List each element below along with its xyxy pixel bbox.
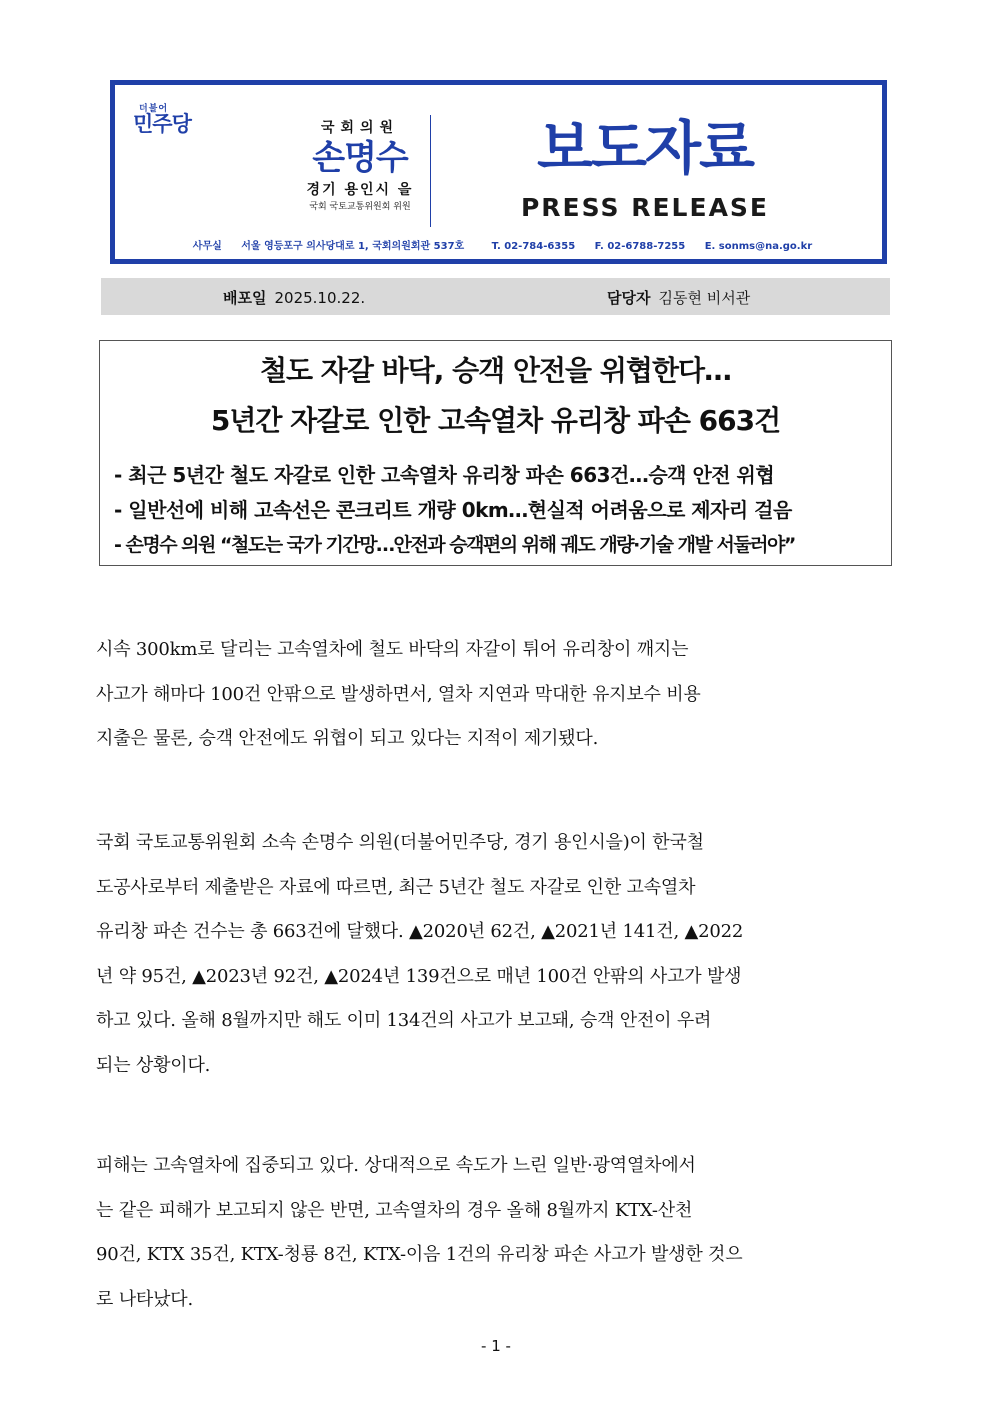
- member-district: 경기 용인시 을: [306, 182, 414, 198]
- release-date: [223, 287, 365, 308]
- release-contact-value: 김동현 비서관: [658, 289, 751, 307]
- press-release-subtitle: PRESS RELEASE: [520, 193, 769, 222]
- member-name: 손명수: [312, 138, 408, 178]
- office-address-text: 서울 영등포구 의사당대로 1, 국회의원회관 537호: [241, 241, 465, 252]
- headline-bullet: - 최근 5년간 철도 자갈로 인한 고속열차 유리창 파손 663건…승객 안전 위협: [114, 463, 775, 487]
- member-info: [275, 121, 445, 212]
- body-line: 90건, KTX 35건, KTX-청룡 8건, KTX-이음 1건의 유리창 파손 사고가 발생한 것으: [96, 1244, 743, 1265]
- body-line: 시속 300km로 달리는 고속열차에 철도 바닥의 자갈이 튀어 유리창이 깨지는: [96, 639, 689, 660]
- page-number: - 1 -: [481, 1337, 511, 1355]
- press-release-title: 보도자료: [536, 114, 754, 182]
- office-address: [185, 241, 472, 252]
- banner-divider: [430, 115, 431, 227]
- body-line: 하고 있다. 올해 8월까지만 해도 이미 134건의 사고가 보고돼, 승객 안전이 우려: [96, 1010, 712, 1031]
- body-line: 국회 국토교통위원회 소속 손명수 의원(더불어민주당, 경기 용인시을)이 한국철: [96, 832, 704, 853]
- office-label: 사무실: [192, 241, 222, 252]
- office-email: E. sonms@na.go.kr: [704, 241, 813, 252]
- press-release-banner: [110, 80, 887, 264]
- party-logo: [133, 105, 191, 135]
- body-line: 년 약 95건, ▲2023년 92건, ▲2024년 139건으로 매년 100건 안팎의 사고가 발생: [96, 965, 742, 987]
- office-contact: [115, 237, 882, 252]
- body-paragraph-2: [96, 821, 896, 1088]
- release-contact: [607, 287, 750, 308]
- headline-bullet: - 일반선에 비해 고속선은 콘크리트 개량 0km…현실적 어려움으로 제자리 걸음: [114, 498, 792, 522]
- office-fax: F. 02-6788-7255: [594, 241, 686, 252]
- release-info-bar: [101, 278, 890, 315]
- body-paragraph-1: [96, 628, 896, 762]
- body-line: 로 나타났다.: [96, 1288, 193, 1310]
- headline-box: [99, 340, 892, 566]
- headline-title: 철도 자갈 바닥, 승객 안전을 위협한다…: [259, 354, 732, 387]
- release-contact-label: 담당자: [607, 289, 651, 307]
- headline-bullet: - 손명수 의원 “철도는 국가 기간망…안전과 승객편의 위해 궤도 개량·기술 개발 서둘러야”: [114, 534, 795, 556]
- body-line: 지출은 물론, 승객 안전에도 위협이 되고 있다는 지적이 제기됐다.: [96, 728, 599, 749]
- body-paragraph-3: [96, 1144, 896, 1322]
- release-date-label: 배포일: [223, 289, 267, 307]
- party-logo-small: 더불어: [139, 104, 169, 114]
- party-logo-name: 민주당: [133, 112, 191, 136]
- office-tel: T. 02-784-6355: [491, 241, 576, 252]
- member-role: 국회의원: [320, 120, 400, 136]
- body-line: 피해는 고속열차에 집중되고 있다. 상대적으로 속도가 느린 일반·광역열차에서: [96, 1155, 696, 1176]
- body-line: 되는 상황이다.: [96, 1054, 211, 1076]
- body-line: 도공사로부터 제출받은 자료에 따르면, 최근 5년간 철도 자갈로 인한 고속열차: [96, 876, 696, 898]
- headline-subtitle: 5년간 자갈로 인한 고속열차 유리창 파손 663건: [210, 404, 781, 437]
- body-line: 유리창 파손 건수는 총 663건에 달했다. ▲2020년 62건, ▲2021년 141건, ▲2022: [96, 921, 744, 942]
- member-committee: 국회 국토교통위원회 위원: [309, 202, 411, 212]
- body-line: 사고가 해마다 100건 안팎으로 발생하면서, 열차 지연과 막대한 유지보수 비용: [96, 683, 701, 705]
- body-line: 는 같은 피해가 보고되지 않은 반면, 고속열차의 경우 올해 8월까지 KTX-산천: [96, 1199, 693, 1221]
- release-date-value: 2025.10.22.: [274, 289, 366, 307]
